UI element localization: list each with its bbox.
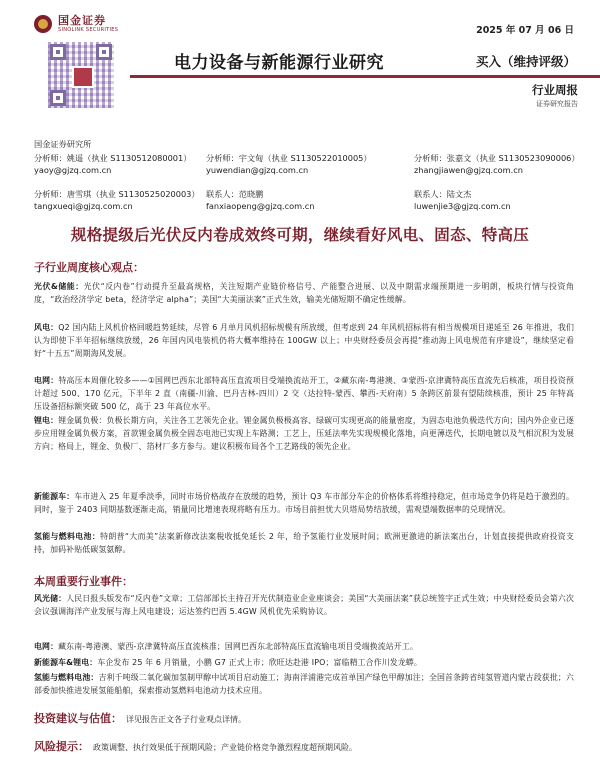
risk-warning-title: 风险提示： bbox=[34, 740, 89, 753]
contact-email[interactable]: luwenjie3@gjzq.com.cn bbox=[414, 201, 511, 211]
report-headline: 规格提级后光伏反内卷成效终可期，继续看好风电、固态、特高压 bbox=[70, 226, 530, 244]
research-org: 国金证券研究所 bbox=[34, 139, 92, 149]
analyst-name: 分析师：唐雪琪（执业 S1130525020003） bbox=[34, 188, 200, 199]
title-rule bbox=[130, 75, 600, 78]
core-item bbox=[34, 490, 574, 516]
event-item-label: 新能源车&锂电： bbox=[34, 658, 98, 667]
event-item bbox=[34, 671, 574, 697]
core-item-text: Q2 国内陆上风机价格回暖趋势延续，尽管 6 月单月风机招标规模有所放缓，但考虑到 24 年风机招标将有相当规模项目递延至 26 年推进，我们认为即使下半年招标继续放缓，26 年国内风电装机仍将大概率维持在 100GW 以上；中央财经委员会再提“推动海上风电规范有序建设”，继续坚定看好“十五五”周期海风发展。 bbox=[34, 323, 575, 359]
contact-name: 联系人：范晓鹏 bbox=[206, 188, 264, 199]
report-date: 2025 年 07 月 06 日 bbox=[476, 25, 574, 36]
core-item-label: 电网： bbox=[34, 376, 59, 385]
core-item bbox=[34, 374, 574, 414]
events-title: 本周重要行业事件： bbox=[34, 575, 133, 588]
analyst-name: 分析师：宇文甸（执业 S1130522010005） bbox=[206, 152, 372, 163]
risk-warning bbox=[34, 738, 357, 754]
core-item bbox=[34, 530, 574, 556]
analyst-entry bbox=[414, 152, 580, 177]
investment-advice-text: 详见报告正文各子行业观点详情。 bbox=[126, 715, 246, 724]
contact-email[interactable]: fanxiaopeng@gjzq.com.cn bbox=[206, 201, 315, 211]
analyst-entry bbox=[206, 152, 414, 177]
core-item-label: 光伏&储能： bbox=[34, 282, 84, 291]
core-item bbox=[34, 414, 574, 454]
core-item-text: 特高压本周催化较多——①国网巴西东北部特高压直流项目受端换流站开工，②藏东南-粤港澳、③蒙西-京津冀特高压直流先后核准，项目投资预计超过 500、170 亿元，下半年 2 直（南疆-川渝、巴丹吉林-四川）2 交（达拉特-蒙西、攀西-天府南）5 条跨区前景有望陆续核准，预计 25 年特高压设备招标额突破 500 亿，高于 23 年高位水平。 bbox=[34, 376, 575, 412]
core-item-text: 特朗普“大而美”法案新修改法案税收抵免延长 2 年，给予氢能行业发展时间；欧洲更激进的新法案出台，计划直接提供政府投资支持，加码补贴低碳氢氨醇。 bbox=[34, 532, 575, 555]
rating-label: 买入（维持评级） bbox=[475, 54, 576, 69]
analyst-name: 分析师：姚遥（执业 S1130512080001） bbox=[34, 152, 192, 163]
analyst-email[interactable]: yuwendian@gjzq.com.cn bbox=[206, 165, 309, 175]
contact-entry bbox=[414, 188, 574, 213]
analyst-entry bbox=[34, 152, 206, 177]
investment-advice bbox=[34, 710, 246, 726]
analyst-entry bbox=[34, 188, 206, 213]
report-title: 电力设备与新能源行业研究 bbox=[174, 53, 384, 73]
contact-entry bbox=[206, 188, 414, 213]
analyst-email[interactable]: zhangjiawen@gjzq.com.cn bbox=[414, 165, 523, 175]
core-item-label: 新能源车： bbox=[34, 492, 75, 501]
core-item bbox=[34, 321, 574, 361]
event-item-label: 风光储： bbox=[34, 594, 67, 603]
event-item-label: 电网： bbox=[34, 642, 59, 651]
contact-name: 联系人：陆文杰 bbox=[414, 188, 472, 199]
report-subtitle: 证券研究报告 bbox=[536, 100, 578, 108]
core-item-label: 锂电： bbox=[34, 416, 59, 425]
core-item-text: 光伏“反内卷”行动提升至最高规格，关注短期产业链价格信号、产能整合进展、以及中期需求端预期进一步明朗，板块行情与投资角度，“政治经济学定 beta，经济学定 alpha”；美国“大美丽法案”正式生效，输美光储短期不确定性缓解。 bbox=[34, 282, 574, 305]
risk-warning-text: 政策调整、执行效果低于预期风险；产业链价格竞争激烈程度超预期风险。 bbox=[93, 743, 357, 752]
core-item-text: 锂金属负极：负极长期方向，关注各工艺领先企业。锂金属负极极高容、绿碳可实现更高的能量密度，为固态电池负极迭代方向；国内外企业已逐步应用锂金属负极方案，首款锂金属负极全固态电池已实现上车路测；工艺上，压延法率先实现规模化落地，向更薄迭代，长期电镀以及气相沉积为发展方向；格局上，锂金、负极厂、箔材厂多方参与。建议积极布局各个工艺路线的领先企业。 bbox=[34, 416, 575, 452]
core-item-text: 车市进入 25 年夏季淡季，同时市场价格战存在放缓的趋势，预计 Q3 车市部分车企的价格体系将维持稳定，但市场竞争仍将是趋于激烈的。同时，鉴于 2403 同期基数逐渐走高，销量同比增速表现将略有压力。市场目前担忧大贝塔局势结放缓，需观望端数据率的兑现情况。 bbox=[34, 492, 574, 515]
core-item bbox=[34, 280, 574, 306]
analyst-name: 分析师：张嘉文（执业 S1130523090006） bbox=[414, 152, 580, 163]
title-band bbox=[130, 42, 600, 74]
event-item-text: 吉利千吨级二氧化碳加氢制甲醇中试项目启动施工；海南洋浦港完成首单国产绿色甲醇加注；全国首条跨省纯氢管道内蒙古段获批；六部委加快推进发展氢能船舶，探索推动氢燃料电池动力技术应用。 bbox=[34, 673, 574, 696]
investment-advice-title: 投资建议与估值： bbox=[34, 712, 122, 725]
event-item-text: 藏东南-粤港澳、蒙西-京津冀特高压直流核准；国网巴西东北部特高压直流输电项目受端换流站开工。 bbox=[58, 642, 418, 651]
analyst-email[interactable]: tangxueqi@gjzq.com.cn bbox=[34, 201, 133, 211]
event-item-text: 车企发布 25 年 6 月销量，小鹏 G7 正式上市；欣旺达赴港 IPO；富临精工合作川发龙蟒。 bbox=[97, 658, 422, 667]
logo-mark-icon bbox=[34, 15, 52, 33]
report-type: 行业周报 bbox=[532, 83, 578, 97]
event-item-text: 人民日报头版发布“反内卷”文章；工信部部长主持召开光伏制造业企业座谈会；美国“大美丽法案”获总统签字正式生效；中央财经委员会第六次会议强调海洋产业发展与海上风电建设；运达签约巴西 5.4GW 风机优先采购协议。 bbox=[34, 594, 574, 617]
event-item bbox=[34, 640, 574, 653]
logo-en-text: SINOLINK SECURITIES bbox=[58, 27, 119, 33]
report-header bbox=[0, 0, 600, 118]
analyst-block bbox=[34, 138, 580, 213]
logo-cn-text: 国金证券 bbox=[58, 14, 106, 27]
core-views-title: 子行业周度核心观点： bbox=[34, 261, 144, 274]
event-item bbox=[34, 592, 574, 618]
core-item-label: 风电： bbox=[34, 323, 59, 332]
event-item bbox=[34, 656, 574, 669]
event-item-label: 氢能与燃料电池： bbox=[34, 673, 99, 682]
core-item-label: 氢能与燃料电池： bbox=[34, 532, 101, 541]
brand-logo bbox=[34, 12, 118, 36]
analyst-email[interactable]: yaoy@gjzq.com.cn bbox=[34, 165, 112, 175]
qr-code-icon bbox=[46, 40, 116, 110]
